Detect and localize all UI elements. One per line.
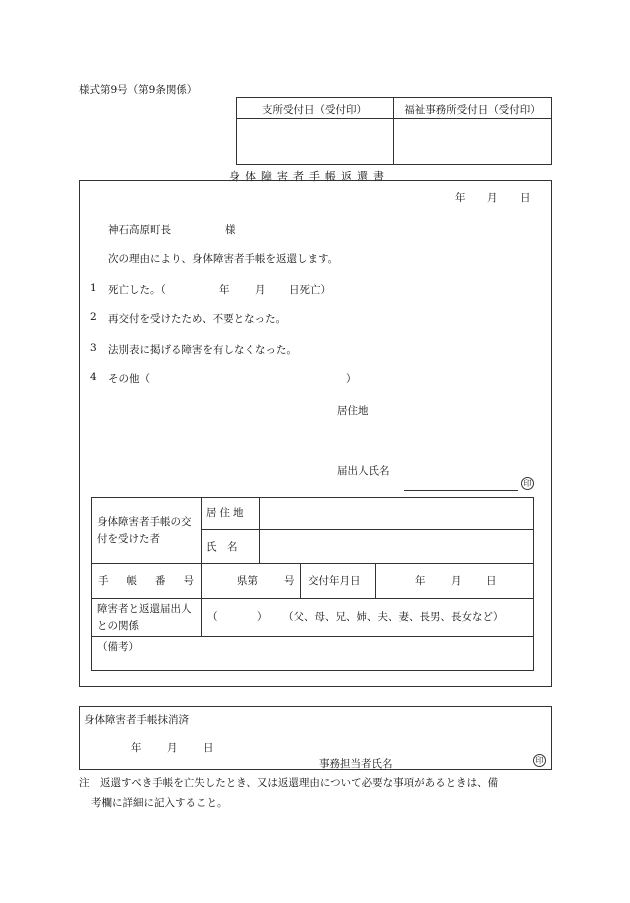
form-title: 身体障害者手帳返還書 — [229, 170, 389, 183]
number-suffix: 号 — [284, 575, 295, 587]
welfare-reception-label: 福祉事務所受付日（受付印） — [404, 104, 541, 116]
reason-3-number: 3 — [90, 342, 97, 354]
issue-year: 年 — [415, 575, 426, 587]
date-month: 月 — [487, 192, 498, 204]
applicant-name-label: 届出人氏名 — [337, 465, 390, 477]
relation-close: ） — [257, 611, 268, 623]
issue-month: 月 — [451, 575, 462, 587]
cancel-month: 月 — [167, 742, 178, 754]
reason-2-text: 再交付を受けたため、不要となった。 — [108, 313, 287, 325]
date-year: 年 — [455, 192, 466, 204]
number-issue-divider — [300, 563, 301, 598]
relation-label: 障害者と返還届出人との関係 — [97, 603, 192, 632]
branch-stamp-area[interactable] — [237, 119, 392, 164]
reason-4-number: 4 — [90, 371, 97, 383]
holder-name-input[interactable] — [261, 532, 532, 561]
reason-1-year: 年 — [219, 284, 230, 296]
note-prefix: 注 — [79, 777, 90, 789]
handbook-number-label: 手帳番号 — [98, 575, 194, 587]
reason-4-close: ） — [346, 373, 357, 385]
welfare-stamp-area[interactable] — [394, 119, 551, 164]
reason-3-text: 法別表に掲げる障害を有しなくなった。 — [108, 344, 297, 356]
cancellation-label: 身体障害者手帳抹消済 — [84, 714, 189, 726]
holder-row-divider — [201, 529, 534, 530]
reason-4-input[interactable] — [158, 367, 344, 385]
remarks-input[interactable] — [93, 652, 532, 669]
holder-name-label: 氏 名 — [206, 541, 238, 553]
addressee-name: 神石高原町長 — [108, 224, 171, 236]
holder-address-input[interactable] — [261, 500, 532, 527]
issue-date-label: 交付年月日 — [308, 575, 361, 587]
addressee-honorific: 様 — [225, 224, 236, 236]
staff-name-label: 事務担当者氏名 — [319, 758, 393, 770]
reason-1-text: 死亡した。（ — [108, 284, 166, 296]
staff-seal-icon: 印 — [533, 754, 546, 767]
label-column-divider — [201, 497, 202, 636]
note-line-1: 返還すべき手帳を亡失したとき、又は返還理由について必要な事項があるときは、備 — [100, 777, 499, 789]
reason-1-day-end: 日死亡） — [289, 284, 331, 296]
relation-input[interactable] — [218, 603, 256, 629]
relation-open: （ — [207, 611, 218, 623]
number-row-top-line — [91, 563, 534, 564]
relation-examples: （父、母、兄、姉、夫、妻、長男、長女など） — [283, 611, 504, 623]
intro-text: 次の理由により、身体障害者手帳を返還します。 — [108, 253, 339, 265]
reason-1-number: 1 — [90, 282, 97, 294]
remarks-row-top-line — [91, 636, 534, 637]
branch-reception-label: 支所受付日（受付印） — [262, 104, 367, 116]
cancel-day: 日 — [203, 742, 214, 754]
remarks-label: （備考） — [97, 641, 139, 653]
form-id: 様式第9号（第9条関係） — [79, 84, 198, 96]
issue-date-divider — [375, 563, 376, 598]
date-day: 日 — [520, 192, 531, 204]
applicant-name-underline — [404, 490, 518, 491]
relation-row-top-line — [91, 598, 534, 599]
note-line-2: 考欄に詳細に記入すること。 — [91, 797, 228, 809]
issue-day: 日 — [486, 575, 497, 587]
reason-2-number: 2 — [90, 311, 97, 323]
cancel-year: 年 — [131, 742, 142, 754]
staff-name-input[interactable] — [396, 752, 524, 767]
holder-label: 身体障害者手帳の交付を受けた者 — [97, 516, 192, 545]
prefecture-label: 県第 — [237, 575, 258, 587]
holder-sublabel-divider — [259, 497, 260, 563]
applicant-seal-icon: 印 — [521, 477, 534, 490]
holder-address-label: 居住地 — [206, 507, 247, 519]
applicant-name-input[interactable] — [404, 475, 516, 490]
applicant-address-label: 居住地 — [337, 405, 369, 417]
reason-4-text: その他（ — [108, 373, 150, 385]
reason-1-month: 月 — [255, 284, 266, 296]
